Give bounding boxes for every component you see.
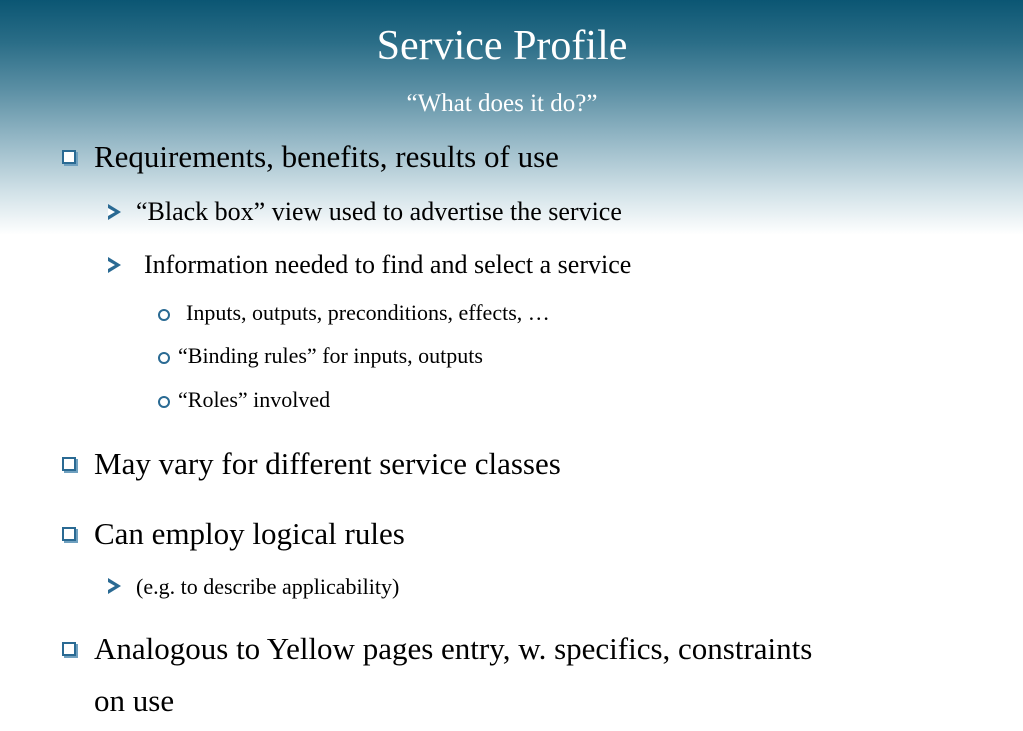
bullet-text: Inputs, outputs, preconditions, effects, … (186, 300, 550, 325)
bullet-item-information-needed (108, 248, 631, 282)
square-bullet-icon (62, 150, 76, 164)
slide-title: Service Profile (376, 23, 628, 69)
circle-bullet-icon (158, 309, 170, 321)
slide-subtitle: “What does it do?” (406, 90, 598, 117)
bullet-item-applicability (108, 569, 399, 604)
bullet-text: May vary for different service classes (94, 446, 561, 481)
bullet-item-yellow-pages (62, 629, 812, 669)
bullet-item-may-vary (62, 444, 561, 484)
bullet-text: Requirements, benefits, results of use (94, 139, 559, 174)
bullet-item-black-box (108, 195, 622, 229)
arrow-bullet-icon (108, 578, 121, 594)
circle-bullet-icon (158, 396, 170, 408)
bullet-text: Can employ logical rules (94, 516, 405, 551)
square-bullet-icon (62, 527, 76, 541)
square-bullet-icon (62, 642, 76, 656)
bullet-text: Information needed to find and select a service (144, 250, 632, 279)
bullet-text: Analogous to Yellow pages entry, w. specifics, constraints (94, 631, 813, 666)
bullet-item-binding-rules (158, 341, 483, 371)
bullet-item-roles (158, 385, 330, 415)
bullet-text: “Black box” view used to advertise the service (136, 197, 622, 226)
bullet-text-continuation: on use (94, 683, 175, 718)
arrow-bullet-icon (108, 257, 121, 273)
arrow-bullet-icon (108, 204, 121, 220)
bullet-item-requirements (62, 137, 559, 177)
bullet-item-logical-rules (62, 514, 405, 554)
bullet-text: “Roles” involved (178, 387, 331, 412)
bullet-text: “Binding rules” for inputs, outputs (178, 343, 483, 368)
bullet-item-inputs-outputs (158, 298, 550, 328)
bullet-text: (e.g. to describe applicability) (136, 574, 400, 599)
circle-bullet-icon (158, 352, 170, 364)
square-bullet-icon (62, 457, 76, 471)
